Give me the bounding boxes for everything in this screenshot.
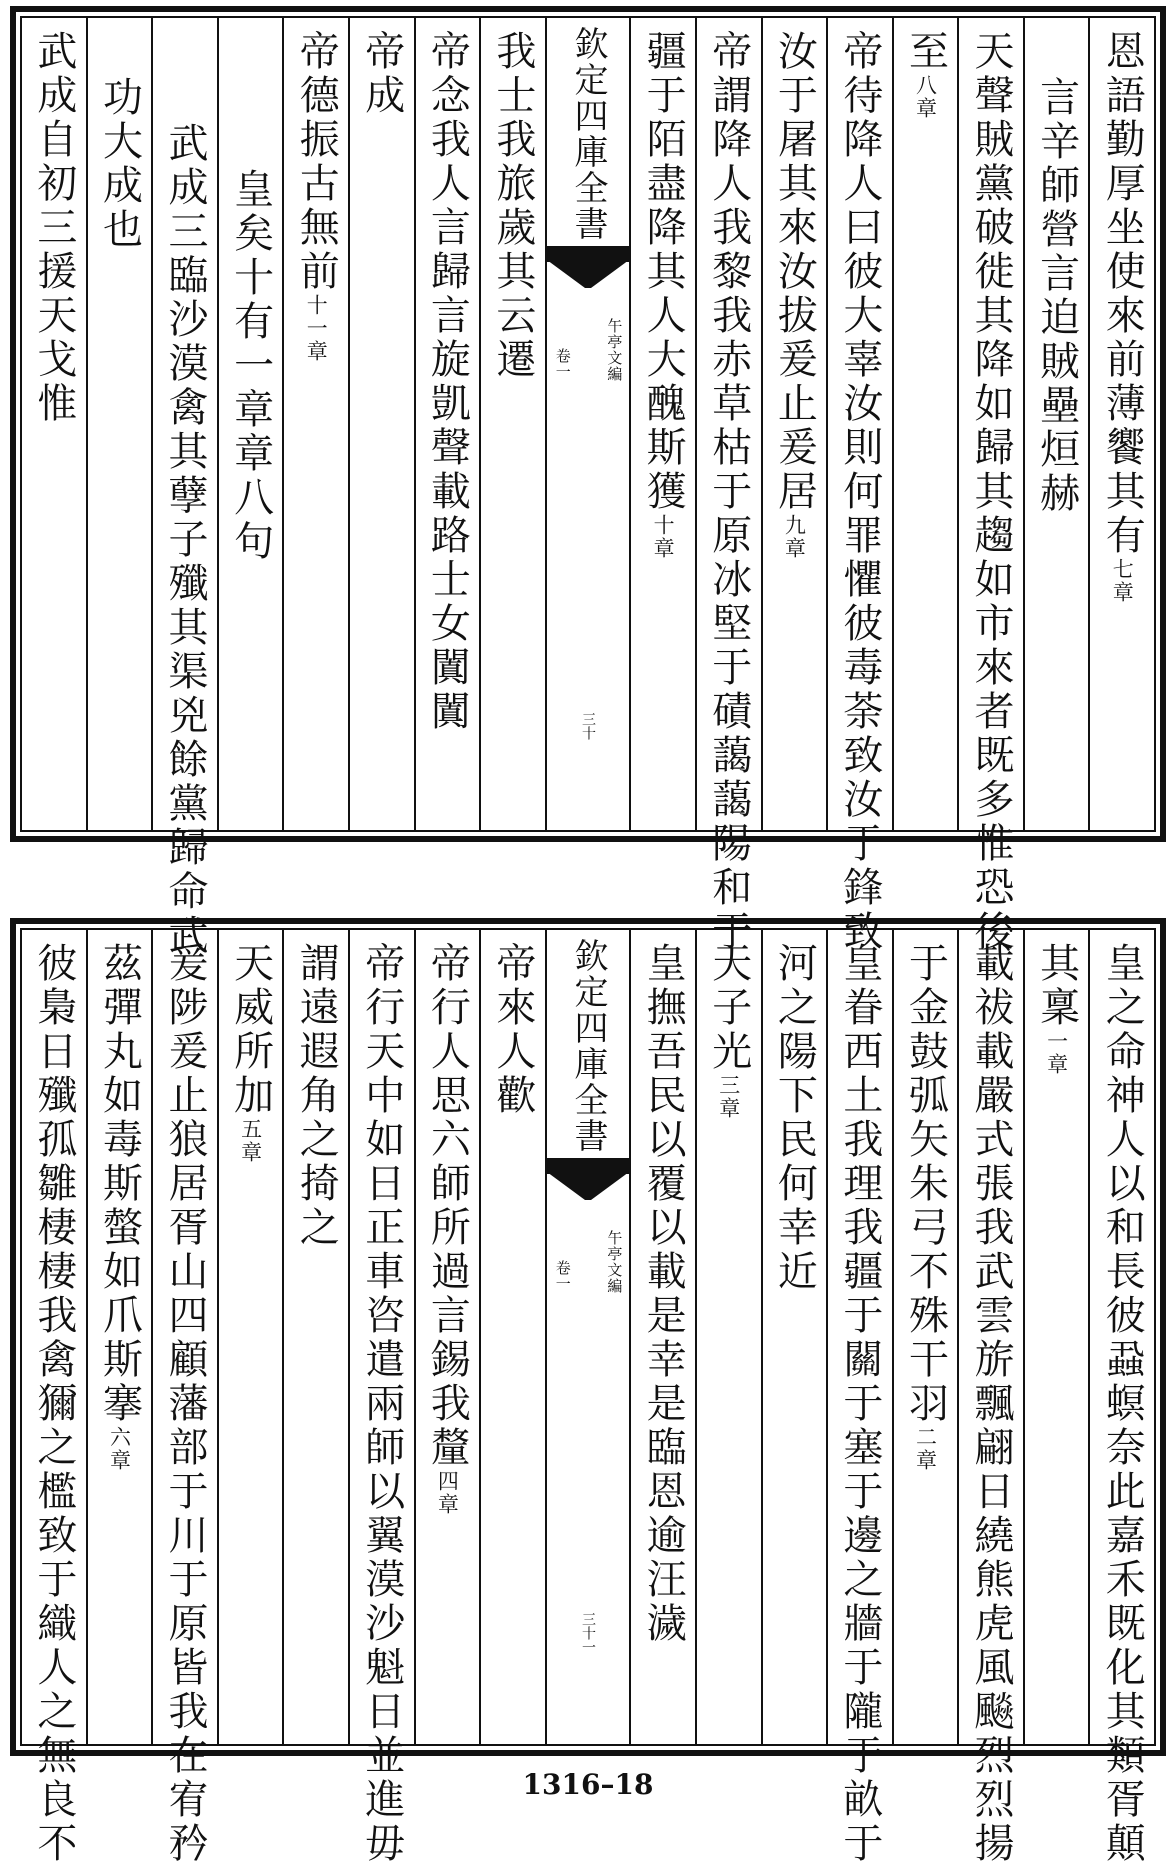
fold-book-title: 午亭文編 — [605, 318, 624, 382]
verse-text: 恩語勤厚坐使來前薄饗其有 — [1099, 30, 1146, 558]
text-column — [86, 18, 152, 830]
fold-title: 欽定四庫全書 — [568, 938, 609, 1154]
column-text — [640, 930, 687, 1742]
verse-text: 帝謂降人我黎我赤草枯于原冰堅于磧藹藹陽和于 — [705, 30, 752, 954]
text-column — [479, 930, 545, 1744]
text-column — [348, 18, 414, 830]
text-column — [892, 930, 958, 1744]
verse-text: 皇之命神人以和長彼蝨螟奈此嘉禾既化其類胥顛 — [1099, 942, 1146, 1866]
column-text — [227, 18, 274, 966]
verse-text: 河之陽下民何幸近 — [771, 942, 818, 1294]
column-text — [489, 930, 536, 1742]
verse-text: 其稟 — [1033, 942, 1080, 1030]
column-text — [1033, 930, 1080, 1742]
chapter-note: 五章 — [238, 1118, 263, 1164]
fold-volume: 卷一 — [553, 1260, 572, 1292]
column-text — [968, 18, 1015, 954]
text-column — [1023, 930, 1089, 1744]
top-page — [10, 6, 1166, 958]
text-column — [414, 18, 480, 830]
column-text — [227, 930, 274, 1742]
verse-text: 帝念我人言歸言旋凱聲載路士女闐闐 — [424, 30, 471, 734]
column-text — [640, 18, 687, 828]
verse-text: 帝待降人曰彼大辜汝則何罪懼彼毒荼致汝于鋒致 — [836, 30, 883, 954]
text-column — [479, 18, 545, 830]
page-number: 1316–18 — [522, 1768, 654, 1801]
text-column — [86, 930, 152, 1744]
chapter-note: 十一章 — [304, 294, 329, 363]
column-text — [1099, 930, 1146, 1866]
text-column — [892, 18, 958, 830]
column-text — [968, 930, 1015, 1866]
verse-text: 帝行天中如日正車咨遣兩師以翼漠沙魁日並進毋 — [358, 942, 405, 1866]
text-column — [1088, 930, 1154, 1866]
chapter-note: 七章 — [1110, 558, 1135, 604]
text-column — [826, 18, 892, 954]
fold-title: 欽定四庫全書 — [568, 26, 609, 242]
verse-text: 武成三臨沙漠禽其孽子殲其渠兇餘黨歸命武 — [162, 122, 209, 958]
text-column — [217, 18, 283, 830]
column-text — [705, 930, 752, 1742]
verse-text: 于金鼓弧矢朱弓不殊干羽 — [902, 942, 949, 1426]
text-column — [1023, 18, 1089, 830]
text-column — [282, 18, 348, 830]
column-text — [836, 930, 883, 1866]
verse-text: 言辛師營言迫賊壘烜赫 — [1033, 76, 1080, 516]
chapter-note: 八章 — [913, 74, 938, 120]
column-text — [836, 18, 883, 954]
chapter-note: 一章 — [1044, 1030, 1069, 1076]
text-column — [957, 930, 1023, 1866]
column-text — [1033, 18, 1080, 874]
chapter-note: 四章 — [435, 1470, 460, 1516]
column-text — [358, 18, 405, 828]
text-column — [761, 18, 827, 830]
verse-text: 彼梟日殲孤雛棲棲我禽獮之檻致于織人之無良不 — [30, 942, 77, 1866]
verse-text: 疆于陌盡降其人大醜斯獲 — [640, 30, 687, 514]
verse-text: 茲彈丸如毒斯螫如爪斯搴 — [96, 942, 143, 1426]
verse-text: 天聲賊黨破徙其降如歸其趨如市來者既多惟恐後 — [968, 30, 1015, 954]
text-columns — [22, 18, 1154, 958]
verse-text: 我士我旅歲其云遷 — [489, 30, 536, 382]
text-column — [282, 930, 348, 1744]
column-text — [162, 930, 209, 1866]
text-column — [826, 930, 892, 1866]
column-text — [424, 930, 471, 1742]
chapter-note: 六章 — [107, 1426, 132, 1472]
column-text — [162, 18, 209, 958]
text-column — [348, 930, 414, 1866]
column-text — [489, 18, 536, 828]
text-column — [151, 18, 217, 958]
verse-text: 帝來人歡 — [489, 942, 536, 1118]
column-text — [902, 18, 949, 828]
column-text — [96, 18, 143, 874]
verse-text: 載祓載嚴式張我武雲旂飄翩日繞熊虎風飈烈烈揚 — [968, 942, 1015, 1866]
fold-page-number: 三十 — [580, 712, 597, 740]
chapter-note: 二章 — [913, 1426, 938, 1472]
verse-text: 皇撫吾民以覆以載是幸是臨恩逾汪濊 — [640, 942, 687, 1646]
column-text — [771, 18, 818, 828]
verse-text: 至 — [902, 30, 949, 74]
verse-text: 功大成也 — [96, 76, 143, 252]
fold-volume: 卷一 — [553, 348, 572, 380]
column-text — [705, 18, 752, 954]
center-fold-column — [545, 930, 630, 1744]
column-text — [30, 930, 77, 1866]
fishtail-mark — [547, 1158, 630, 1206]
verse-text: 天威所加 — [227, 942, 274, 1118]
text-column — [414, 930, 480, 1744]
text-column — [629, 18, 695, 830]
verse-text: 謂遠遐角之掎之 — [293, 942, 340, 1250]
column-text — [358, 930, 405, 1866]
text-column — [695, 18, 761, 954]
column-text — [771, 930, 818, 1742]
chapter-note: 三章 — [716, 1074, 741, 1120]
text-column — [22, 18, 86, 830]
fishtail-mark — [547, 246, 630, 294]
text-column — [629, 930, 695, 1744]
column-text — [96, 930, 143, 1742]
column-text — [293, 18, 340, 828]
fold-page-number: 三十一 — [580, 1612, 597, 1654]
verse-text: 爰陟爰止狼居胥山四顧藩部于川于原皆我在宥矜 — [162, 942, 209, 1866]
verse-text: 帝行人思六師所過言錫我釐 — [424, 942, 471, 1470]
column-text — [30, 18, 77, 828]
text-column — [761, 930, 827, 1744]
text-column — [957, 18, 1023, 954]
column-text — [902, 930, 949, 1742]
center-fold-column — [545, 18, 630, 830]
text-column — [22, 930, 86, 1866]
column-text — [1099, 18, 1146, 828]
verse-text: 汝于屠其來汝拔爰止爰居 — [771, 30, 818, 514]
chapter-note: 十章 — [651, 514, 676, 560]
column-text — [293, 930, 340, 1742]
text-column — [151, 930, 217, 1866]
verse-text: 武成自初三援天戈惟 — [30, 30, 77, 426]
verse-text: 皇眷西土我理我疆于關于塞于邊之牆于隴于畝于 — [836, 942, 883, 1866]
text-column — [217, 930, 283, 1744]
text-column — [1088, 18, 1154, 830]
verse-text: 皇矣十有一章章八句 — [227, 168, 274, 564]
column-text — [424, 18, 471, 828]
verse-text: 天子光 — [705, 942, 752, 1074]
fold-book-title: 午亭文編 — [605, 1230, 624, 1294]
chapter-note: 九章 — [782, 514, 807, 560]
verse-text: 帝德振古無前 — [293, 30, 340, 294]
text-column — [695, 930, 761, 1744]
verse-text: 帝成 — [358, 30, 405, 118]
